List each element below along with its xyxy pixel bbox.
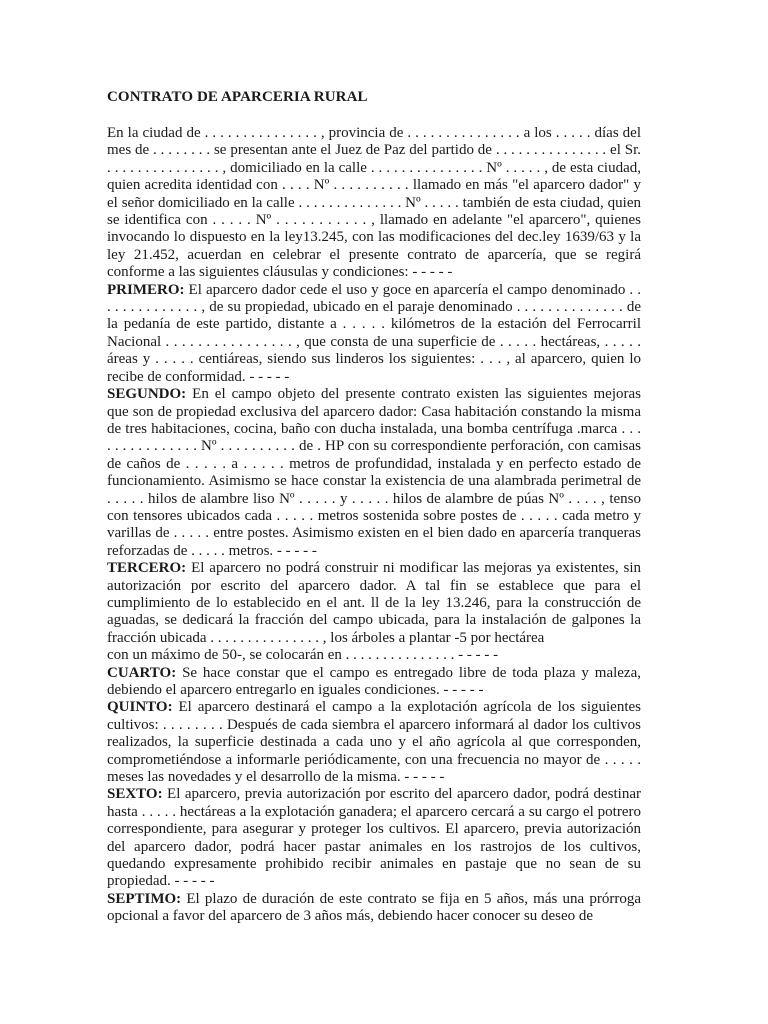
clause-segundo <box>107 386 641 560</box>
clause-tercero <box>107 560 641 647</box>
clause-sexto <box>107 786 641 890</box>
document-title: CONTRATO DE APARCERIA RURAL <box>107 89 368 105</box>
clause-heading: CUARTO: <box>107 664 177 681</box>
clause-cuarto <box>107 665 641 700</box>
clause-text: El plazo de duración de este contrato se fija en 5 años, más una prórroga opcional a favor del aparcero de 3 años más, debiendo hacer conocer su deseo de <box>107 890 641 925</box>
clause-primero <box>107 282 641 386</box>
clause-heading: SEPTIMO: <box>107 890 182 907</box>
clause-septimo <box>107 891 641 926</box>
clause-heading: TERCERO: <box>107 560 187 577</box>
clause-heading: SEGUNDO: <box>107 386 187 403</box>
clause-text: El aparcero no podrá construir ni modificar las mejoras ya existentes, sin autorización por escrito del aparcero dador. A tal fin se establece que para el cumplimiento de lo establecido en el ant. ll de la ley 13.246, para la construcción de aguadas, se dedicará la fracción del campo ubicada, para la instalación de galpones la fracción ubicada . . . . . . . . . . . . . . . , los árboles a plantar -5 por hectárea <box>107 560 641 646</box>
clause-text: El aparcero dador cede el uso y goce en aparcería el campo denominado . . . . . . . . . . . . . . , de su propiedad, ubicado en el paraje denominado . . . . . . . . . . . . . . de la pedanía de este partido, distante a . . . . . kilómetros de la estación del Ferrocarril Nacional . . . . . . . . . . . . . . . . , que consta de una superficie de . . . . . hectáreas, . . . . . áreas y . . . . . centiáreas, siendo sus linderos los siguientes: . . . , al aparcero, quien lo recibe de conformidad. - - - - - <box>107 281 641 385</box>
document-page <box>107 88 641 926</box>
clause-heading: SEXTO: <box>107 786 163 803</box>
clause-heading: QUINTO: <box>107 699 173 716</box>
clause-text: Se hace constar que el campo es entregado libre de toda plaza y maleza, debiendo el aparcero entregarlo en iguales condiciones. - - - - - <box>107 664 641 698</box>
clause-text: En el campo objeto del presente contrato existen las siguientes mejoras que son de propiedad exclusiva del aparcero dador: Casa habitación constando la misma de tres habitaciones, cocina, baño con ducha instalada, una bomba centrífuga .marca . . . . . . . . . . . . . . . Nº . . . . . . . . . . de . HP con su correspondiente perforación, con camisas de caños de . . . . . a . . . . . metros de profundidad, instalada y en perfecto estado de funcionamiento. Asimismo se hace constar la existencia de una alambrada perimetral de . . . . . hilos de alambre liso Nº . . . . . y . . . . . hilos de alambre de púas Nº . . . . , tenso con tensores ubicados cada . . . . . metros sostenida sobre postes de . . . . . cada metro y varillas de . . . . . entre postes. Asimismo existen en el bien dado en aparcería tranqueras reforzadas de . . . . . metros. - - - - - <box>107 386 641 559</box>
clause-quinto <box>107 699 641 786</box>
clause-heading: PRIMERO: <box>107 281 185 298</box>
intro-paragraph: En la ciudad de . . . . . . . . . . . . . . . , provincia de . . . . . . . . . . . . . . . a los . . . . . días del mes de . . . . . . . . se presentan ante el Juez de Paz del partido de . . . . . . . . . . . . . . . el Sr. . . . . . . . . . . . . . . . , domiciliado en la calle . . . . . . . . . . . . . . . Nº . . . . . , de esta ciudad, quien acredita identidad con . . . . Nº . . . . . . . . . . llamado en más "el aparcero dador" y el señor domiciliado en la calle . . . . . . . . . . . . . . Nº . . . . . también de esta ciudad, quien se identifica con . . . . . Nº . . . . . . . . . . . , llamado en adelante "el aparcero", quienes invocando lo dispuesto en la ley13.245, con las modificaciones del dec.ley 1639/63 y la ley 21.452, acuerdan en celebrar el presente contrato de aparcería, que se regirá conforme a las siguientes cláusulas y condiciones: - - - - - <box>107 125 641 281</box>
clause-tercero-tail: con un máximo de 50-, se colocarán en . . . . . . . . . . . . . . . - - - - - <box>107 647 499 664</box>
clause-text: El aparcero destinará el campo a la explotación agrícola de los siguientes cultivos: . . . . . . . . Después de cada siembra el aparcero informará al dador los cultivos realizados, la superficie destinada a cada uno y el año agrícola al que corresponden, comprometiéndose a informarle periódicamente, con una frecuencia no mayor de . . . . . meses las novedades y el desarrollo de la misma. - - - - - <box>107 699 641 786</box>
clause-text: El aparcero, previa autorización por escrito del aparcero dador, podrá destinar hasta . . . . . hectáreas a la explotación ganadera; el aparcero cercará a su cargo el potrero correspondiente, para asegurar y proteger los cultivos. El aparcero, previa autorización del aparcero dador, podrá hacer pastar animales en los rastrojos de los cultivos, quedando expresamente prohibido recibir animales en pastaje que no sean de su propiedad. - - - - - <box>107 786 641 890</box>
